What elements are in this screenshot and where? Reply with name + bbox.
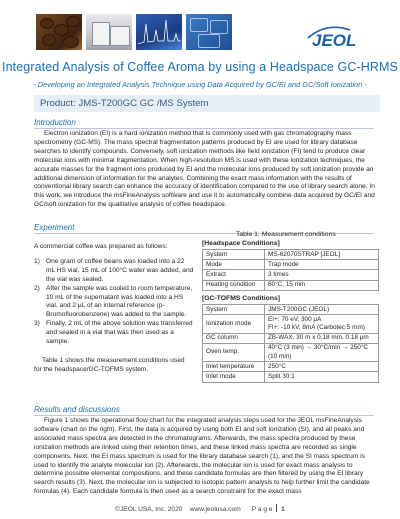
page-number: 1 xyxy=(281,506,285,513)
table-caption: Table 1. Measurement conditions xyxy=(236,231,336,238)
table-row: Oven temp. 40°C (3 min) → 30°C/min → 250°C (10 min) xyxy=(203,343,379,361)
introduction-text: Electron ionization (EI) is a hard ionization method that is commonly used with gas chromatography mass spectrometry (GC-MS). The mass spectral fragmentation patterns produced by EI are used for library database searches to identify compounds. Conversely, soft ionization methods like field ionization (FI) tend to produce clear molecular ions with minimal fragmentation. When high-resolution MS is used with these ionization techniques, the accurate masses for the fragment ions produced by EI and the molecular ions produced by soft ionization provide an additional dimension of information for the analytes. Combining the exact mass information with the results of conventional library search can enhance the accuracy of identification compared to the use of library search alone. In this work, we introduce the msFineAnalysis software and use it to automatically combine data acquired by GC/EI and GC/soft ionization for the qualitative analysis of coffee headspace. xyxy=(34,130,375,209)
chromatogram-image xyxy=(136,14,182,50)
network-image xyxy=(186,14,232,50)
document-title: Integrated Analysis of Coffee Aroma by using a Headspace GC-HRMS xyxy=(2,60,398,74)
headspace-conditions-heading: [Headspace Conditions] xyxy=(202,240,280,247)
svg-text:JEOL: JEOL xyxy=(312,31,357,50)
page-footer xyxy=(0,504,400,513)
results-text: Figure 1 shows the operational flow chart for the integrated analysis steps used for the JEOL msFineAnalysis software (chart on the right). First, the data is acquired by using both EI and soft ionization (SI), and all peaks and associated mass spectra are detected in the chromatograms. Afterwards, the mass spectra produced by these ionization methods are linked using their retention times, and these linked mass spectra are recorded as single components. Next, the EI mass spectrum is used for the library database search (1), and the SI mass spectrum is used to identify the analyte molecular ion (2). Afterwards, the molecular ion is used for exact mass analysis to determine possible elemental compositions, and these candidate formulas are then filtered by using the EI library search results (3). Next, the molecular ion is subjected to isotopic pattern analysis to help further limit the candidate formulas (4). Each candidate formula is then used as a search constraint for the exact mass xyxy=(34,417,370,496)
introduction-heading: Introduction xyxy=(34,118,76,127)
step-item: 1) One gram of coffee beans was loaded into a 22 mL HS vial, 15 mL of 100°C water was added, and the vial was sealed. xyxy=(34,257,194,283)
table-row: Inlet mode Split 30:1 xyxy=(203,372,379,382)
website-link[interactable]: www.jeolusa.com xyxy=(189,506,241,513)
table-row: Heating condition 60°C, 15 min xyxy=(203,280,379,290)
results-heading: Results and discussions xyxy=(34,405,120,414)
headspace-conditions-table xyxy=(202,249,379,291)
experiment-intro: A commercial coffee was prepared as follows: xyxy=(34,243,168,250)
header-image-strip xyxy=(36,14,234,50)
section-divider xyxy=(34,415,374,416)
product-banner: Product: JMS-T200GC GC /MS System xyxy=(34,95,380,112)
table-row: Ionization mode EI+: 70 eV, 300 μA FI+: -10 kV, 8mA (Carbotec 5 mm) xyxy=(203,315,379,333)
table-row: System JMS-T200GC (JEOL) xyxy=(203,305,379,315)
experiment-note: Table 1 shows the measurement conditions used for the headspace/GC-TOFMS system. xyxy=(34,356,185,373)
table-row: GC column ZB-WAX, 30 m x 0.18 mm, 0.18 μm xyxy=(203,333,379,343)
coffee-beans-image xyxy=(36,14,82,50)
preparation-steps xyxy=(34,258,194,347)
table-row: Inlet temperature 250°C xyxy=(203,362,379,372)
document-subtitle: - Developing an Integrated Analysis Technique using Data Acquired by GC/EI and GC/Soft Ionization - xyxy=(33,80,367,89)
instrument-image xyxy=(86,14,132,50)
page-label: P a g e xyxy=(251,506,273,513)
page-separator xyxy=(276,504,277,512)
copyright-text: ©JEOL USA, Inc. 2020 xyxy=(115,506,183,513)
gc-tofms-conditions-table xyxy=(202,304,379,383)
gc-tofms-conditions-heading: [GC-TOFMS Conditions] xyxy=(202,295,281,302)
jeol-logo xyxy=(306,20,370,50)
step-item: 2) After the sample was cooled to room temperature, 10 mL of the supernatant was loaded into a HS vial, and 2 μL of an internal reference (p-Bromofluorobenzene) was added to the sample. xyxy=(34,284,193,319)
section-divider xyxy=(34,128,374,129)
step-item: 3) Finally, 2 mL of the above solution was transferred and sealed in a vial that was then used as a sample. xyxy=(34,320,193,346)
table-row: Extract 3 times xyxy=(203,270,379,280)
table-row: System MS-62070STRAP [JEOL] xyxy=(203,250,379,260)
experiment-heading: Experiment xyxy=(34,223,75,232)
table-row: Mode Trap mode xyxy=(203,260,379,270)
experiment-text xyxy=(34,239,194,375)
